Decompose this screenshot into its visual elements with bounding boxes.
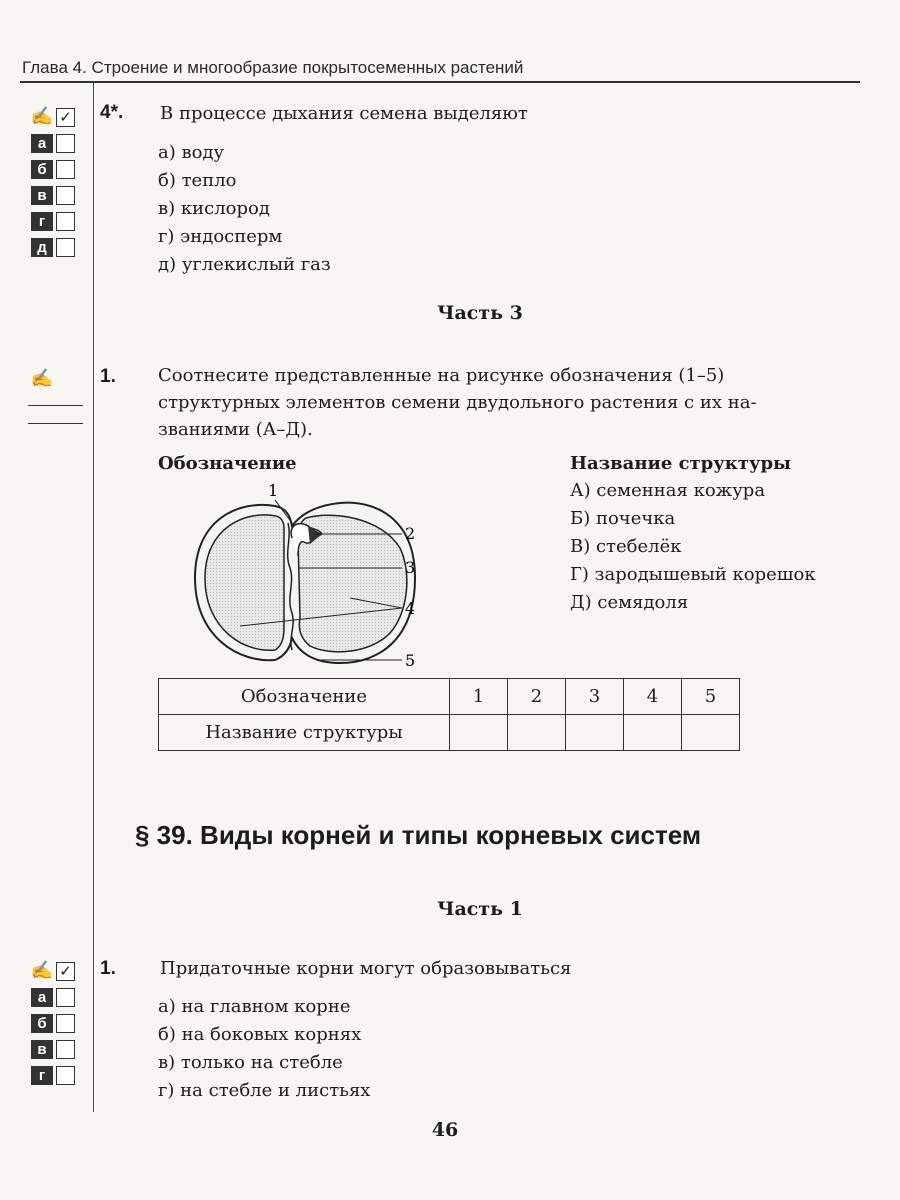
answer-lines[interactable]	[28, 388, 83, 424]
question-text-line2: структурных элементов семени двудольного растения с их на-	[158, 392, 757, 413]
answer-letter: а	[31, 134, 53, 153]
column-label-designation: Обозначение	[158, 453, 297, 474]
page-number: 46	[431, 1119, 459, 1141]
section-title: § 39. Виды корней и типы корневых систем	[135, 820, 702, 850]
answer-checkbox[interactable]	[56, 988, 75, 1007]
table-header-structure: Название структуры	[159, 715, 450, 751]
question-text-line3: званиями (А–Д).	[158, 419, 313, 440]
chapter-header: Глава 4. Строение и многообразие покрытосеменных растений	[22, 58, 524, 77]
matching-table	[158, 678, 740, 751]
table-row	[159, 679, 740, 715]
answer-letter: а	[31, 988, 53, 1007]
option-c: в) кислород	[158, 198, 270, 219]
option-d: г) на стебле и листьях	[158, 1080, 371, 1101]
option-a: а) на главном корне	[158, 996, 351, 1017]
answer-checkbox[interactable]	[56, 238, 75, 257]
question-text: В процессе дыхания семена выделяют	[160, 103, 528, 124]
option-c: в) только на стебле	[158, 1052, 343, 1073]
question-number: 4*.	[100, 102, 124, 123]
table-number-cell: 3	[566, 679, 624, 715]
question-number: 1.	[100, 958, 116, 979]
header-rule	[20, 81, 860, 83]
answer-letter: в	[31, 1040, 53, 1059]
margin-rule	[93, 82, 94, 1112]
table-number-cell: 1	[450, 679, 508, 715]
answer-cell[interactable]	[566, 715, 624, 751]
bean-seed-diagram	[180, 478, 430, 673]
answer-checkbox[interactable]	[56, 134, 75, 153]
question-number: 1.	[100, 366, 116, 387]
figure-label-3: 3	[405, 558, 416, 577]
answer-cell[interactable]	[508, 715, 566, 751]
check-box: ✓	[56, 962, 75, 981]
answer-letter: д	[31, 238, 53, 257]
structure-a: А) семенная кожура	[570, 480, 766, 501]
answer-cell[interactable]	[624, 715, 682, 751]
answer-checkbox[interactable]	[56, 186, 75, 205]
option-a: а) воду	[158, 142, 225, 163]
answer-checkbox[interactable]	[56, 160, 75, 179]
question-text: Придаточные корни могут образовываться	[160, 958, 572, 979]
answer-letter: г	[31, 1066, 53, 1085]
option-d: г) эндосперм	[158, 226, 283, 247]
structure-b: Б) почечка	[570, 508, 676, 529]
answer-checkbox[interactable]	[56, 1066, 75, 1085]
table-header-designation: Обозначение	[159, 679, 450, 715]
table-number-cell: 5	[682, 679, 740, 715]
pencil-icon: ✍	[30, 106, 54, 127]
structure-e: Д) семядоля	[570, 592, 689, 613]
answer-letter: б	[31, 1014, 53, 1033]
answer-cell[interactable]	[450, 715, 508, 751]
column-label-structure: Название структуры	[570, 453, 792, 474]
table-row	[159, 715, 740, 751]
question-text-line1: Соотнесите представленные на рисунке обозначения (1–5)	[158, 365, 725, 386]
answer-letter: б	[31, 160, 53, 179]
answer-checkbox[interactable]	[56, 1014, 75, 1033]
option-b: б) на боковых корнях	[158, 1024, 362, 1045]
answer-checkbox[interactable]	[56, 1040, 75, 1059]
answer-checkbox[interactable]	[56, 212, 75, 231]
option-e: д) углекислый газ	[158, 254, 331, 275]
check-box: ✓	[56, 108, 75, 127]
figure-label-4: 4	[405, 599, 416, 618]
s39-answer-column	[28, 958, 88, 1088]
part-heading: Часть 1	[437, 898, 523, 920]
answer-letter: в	[31, 186, 53, 205]
option-b: б) тепло	[158, 170, 237, 191]
structure-c: В) стебелёк	[570, 536, 682, 557]
figure-label-5: 5	[405, 651, 416, 670]
figure-label-2: 2	[405, 524, 416, 543]
figure-label-1: 1	[268, 481, 279, 500]
q4-answer-column	[28, 104, 88, 260]
table-number-cell: 2	[508, 679, 566, 715]
pencil-icon: ✍	[30, 368, 54, 389]
pencil-icon: ✍	[30, 960, 54, 981]
part-heading: Часть 3	[437, 302, 523, 324]
answer-letter: г	[31, 212, 53, 231]
table-number-cell: 4	[624, 679, 682, 715]
structure-d: Г) зародышевый корешок	[570, 564, 816, 585]
answer-cell[interactable]	[682, 715, 740, 751]
